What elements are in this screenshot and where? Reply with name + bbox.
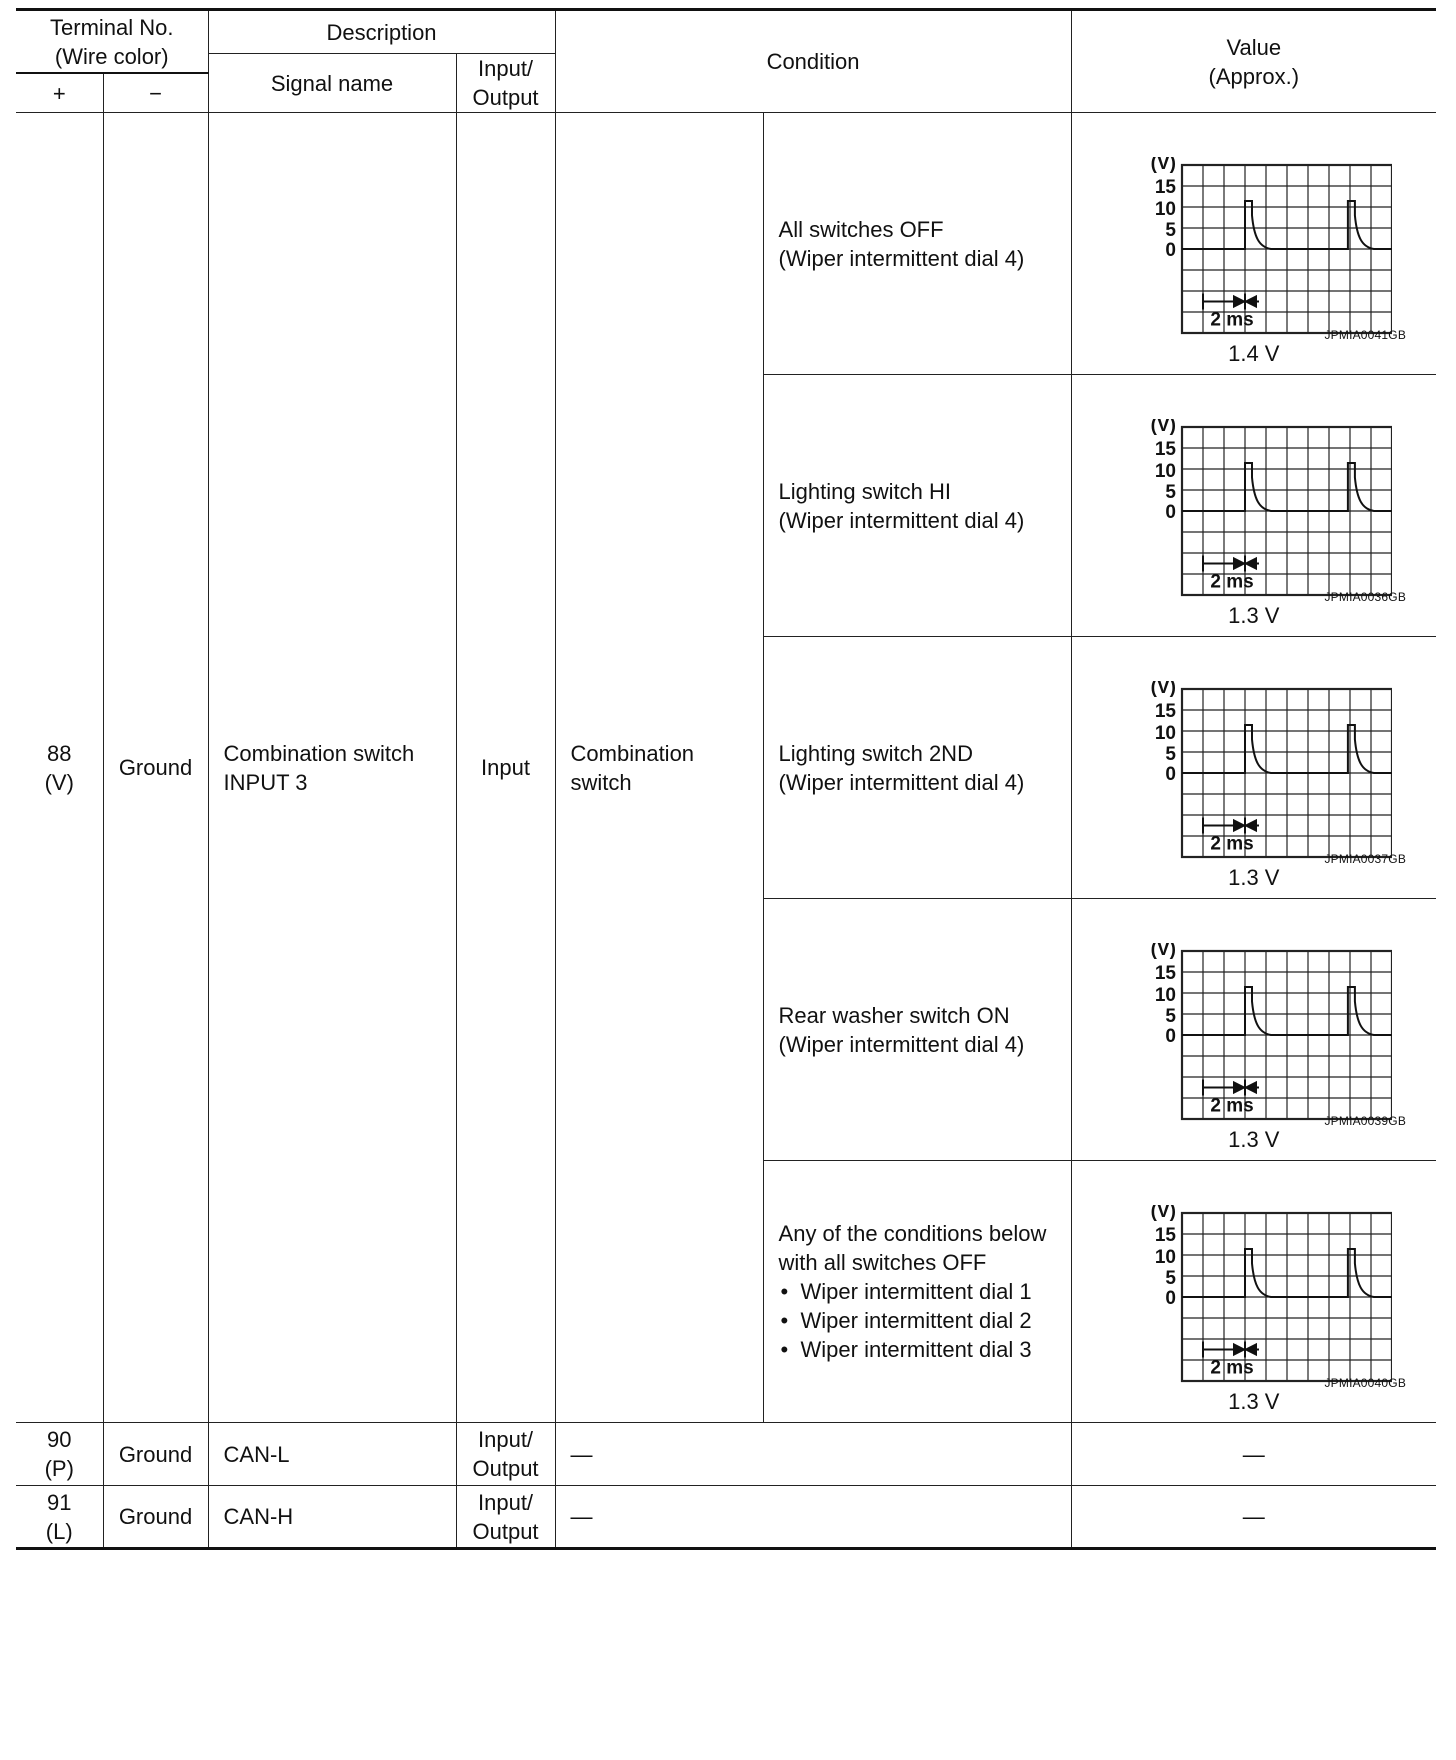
condition-91: — xyxy=(555,1486,1071,1549)
header-plus: + xyxy=(16,73,103,113)
ground-88: Ground xyxy=(103,113,208,1423)
figure-code: JPMIA0037GB xyxy=(1324,852,1407,866)
terminal-number: 88 xyxy=(47,740,72,766)
y-tick-label: 15 xyxy=(1154,177,1176,198)
time-scale-label: 2 ms xyxy=(1209,1357,1254,1379)
header-input-output xyxy=(456,54,555,113)
y-unit-label: (V) xyxy=(1150,943,1176,960)
condition-line: Any of the conditions below xyxy=(778,1221,1047,1246)
time-marker-arrows xyxy=(1203,556,1259,572)
header-terminal-no-label: Terminal No. xyxy=(50,14,174,40)
figure-code: JPMIA0041GB xyxy=(1324,328,1407,342)
condition-line: Rear washer switch ON xyxy=(778,1002,1010,1028)
voltage-value: 1.3 V xyxy=(1228,865,1280,890)
y-tick-label: 10 xyxy=(1154,1247,1176,1268)
condition-line: Lighting switch 2ND xyxy=(778,740,973,766)
value-91: — xyxy=(1071,1486,1436,1549)
header-terminal-no xyxy=(16,10,208,74)
terminal-88 xyxy=(16,113,103,1423)
y-tick-label: 0 xyxy=(1164,240,1176,261)
y-tick-label: 5 xyxy=(1164,482,1176,503)
y-unit-label: (V) xyxy=(1150,1205,1176,1222)
header-minus: − xyxy=(103,73,208,113)
time-scale-label: 2 ms xyxy=(1209,309,1254,331)
y-tick-label: 10 xyxy=(1154,199,1176,220)
value-cell xyxy=(1071,637,1436,899)
y-tick-label: 5 xyxy=(1164,1006,1176,1027)
terminal-90 xyxy=(16,1423,103,1486)
y-unit-label: (V) xyxy=(1150,419,1176,436)
voltage-value: 1.3 V xyxy=(1228,1127,1280,1152)
header-value-label: Value xyxy=(1226,34,1282,60)
value-90: — xyxy=(1071,1423,1436,1486)
condition-line: with all switches OFF xyxy=(778,1250,987,1275)
io-90 xyxy=(456,1423,555,1486)
header-wire-color-label: (Wire color) xyxy=(54,43,169,69)
terminal-91 xyxy=(16,1486,103,1549)
signal-name-88 xyxy=(208,113,456,1423)
io-line: Output xyxy=(472,1456,539,1481)
ground-90: Ground xyxy=(103,1423,208,1486)
y-unit-label: (V) xyxy=(1150,157,1176,174)
y-unit-label: (V) xyxy=(1150,681,1176,698)
time-scale-label: 2 ms xyxy=(1209,833,1254,855)
time-marker-arrows xyxy=(1203,1342,1259,1358)
oscilloscope-figure xyxy=(1112,681,1392,861)
signal-name-line: INPUT 3 xyxy=(223,769,308,795)
oscilloscope-figure xyxy=(1112,943,1392,1123)
wire-color: (V) xyxy=(44,769,74,795)
y-tick-label: 0 xyxy=(1164,1026,1176,1047)
condition-line: All switches OFF xyxy=(778,216,944,242)
signal-name-line: Combination switch xyxy=(223,740,415,766)
y-tick-label: 0 xyxy=(1164,1288,1176,1309)
condition-sub xyxy=(763,1161,1071,1423)
condition-line: Lighting switch HI xyxy=(778,478,951,504)
wire-color: (L) xyxy=(45,1518,73,1544)
header-value xyxy=(1071,10,1436,113)
oscilloscope-figure xyxy=(1112,1205,1392,1385)
signal-name-91: CAN-H xyxy=(208,1486,456,1549)
condition-main-line: switch xyxy=(570,769,632,795)
wire-color: (P) xyxy=(44,1456,74,1481)
value-cell xyxy=(1071,899,1436,1161)
condition-main-88 xyxy=(555,113,763,1423)
header-condition: Condition xyxy=(555,10,1071,113)
io-line: Input/ xyxy=(478,1489,534,1515)
y-tick-label: 0 xyxy=(1164,764,1176,785)
y-tick-label: 15 xyxy=(1154,439,1176,460)
y-tick-label: 5 xyxy=(1164,744,1176,765)
time-marker-arrows xyxy=(1203,818,1259,834)
y-tick-label: 10 xyxy=(1154,985,1176,1006)
figure-code: JPMIA0036GB xyxy=(1324,590,1407,604)
terminal-spec-table xyxy=(16,8,1436,1550)
value-cell xyxy=(1071,375,1436,637)
oscilloscope-figure xyxy=(1112,419,1392,599)
figure-code: JPMIA0039GB xyxy=(1324,1114,1407,1128)
y-tick-label: 15 xyxy=(1154,701,1176,722)
io-line: Input/ xyxy=(478,1427,534,1452)
y-tick-label: 0 xyxy=(1164,502,1176,523)
condition-sub xyxy=(763,637,1071,899)
header-description: Description xyxy=(208,10,555,54)
header-output-label: Output xyxy=(472,85,539,110)
list-item: • Wiper intermittent dial 3 xyxy=(779,1335,1061,1364)
condition-line: (Wiper intermittent dial 4) xyxy=(778,245,1025,271)
signal-name-90: CAN-L xyxy=(208,1423,456,1486)
oscilloscope-figure xyxy=(1112,157,1392,337)
ground-91: Ground xyxy=(103,1486,208,1549)
condition-line: (Wiper intermittent dial 4) xyxy=(778,769,1025,795)
y-tick-label: 5 xyxy=(1164,1268,1176,1289)
header-input-label: Input/ xyxy=(478,56,534,81)
condition-sub xyxy=(763,899,1071,1161)
y-tick-label: 15 xyxy=(1154,963,1176,984)
y-tick-label: 10 xyxy=(1154,723,1176,744)
header-signal-name: Signal name xyxy=(208,54,456,113)
condition-main-line: Combination xyxy=(570,740,695,766)
condition-90: — xyxy=(555,1423,1071,1486)
condition-sub xyxy=(763,113,1071,375)
value-cell xyxy=(1071,113,1436,375)
time-marker-arrows xyxy=(1203,1080,1259,1096)
y-tick-label: 5 xyxy=(1164,220,1176,241)
condition-bullets xyxy=(779,1277,1061,1364)
table-row xyxy=(16,1486,1436,1549)
io-line: Output xyxy=(472,1518,539,1544)
io-88: Input xyxy=(456,113,555,1423)
time-scale-label: 2 ms xyxy=(1209,1095,1254,1117)
voltage-value: 1.4 V xyxy=(1228,341,1280,366)
terminal-number: 91 xyxy=(47,1489,72,1515)
io-91 xyxy=(456,1486,555,1549)
y-tick-label: 10 xyxy=(1154,461,1176,482)
list-item: • Wiper intermittent dial 2 xyxy=(779,1306,1061,1335)
table-row xyxy=(16,113,1436,375)
figure-code: JPMIA0040GB xyxy=(1324,1376,1407,1390)
time-scale-label: 2 ms xyxy=(1209,571,1254,593)
value-cell xyxy=(1071,1161,1436,1423)
voltage-value: 1.3 V xyxy=(1228,1389,1280,1414)
table-row xyxy=(16,1423,1436,1486)
time-marker-arrows xyxy=(1203,294,1259,310)
voltage-value: 1.3 V xyxy=(1228,603,1280,628)
condition-line: (Wiper intermittent dial 4) xyxy=(778,507,1025,533)
list-item: • Wiper intermittent dial 1 xyxy=(779,1277,1061,1306)
condition-line: (Wiper intermittent dial 4) xyxy=(778,1031,1025,1057)
condition-sub xyxy=(763,375,1071,637)
header-approx-label: (Approx.) xyxy=(1208,63,1300,89)
y-tick-label: 15 xyxy=(1154,1225,1176,1246)
terminal-number: 90 xyxy=(47,1427,72,1452)
